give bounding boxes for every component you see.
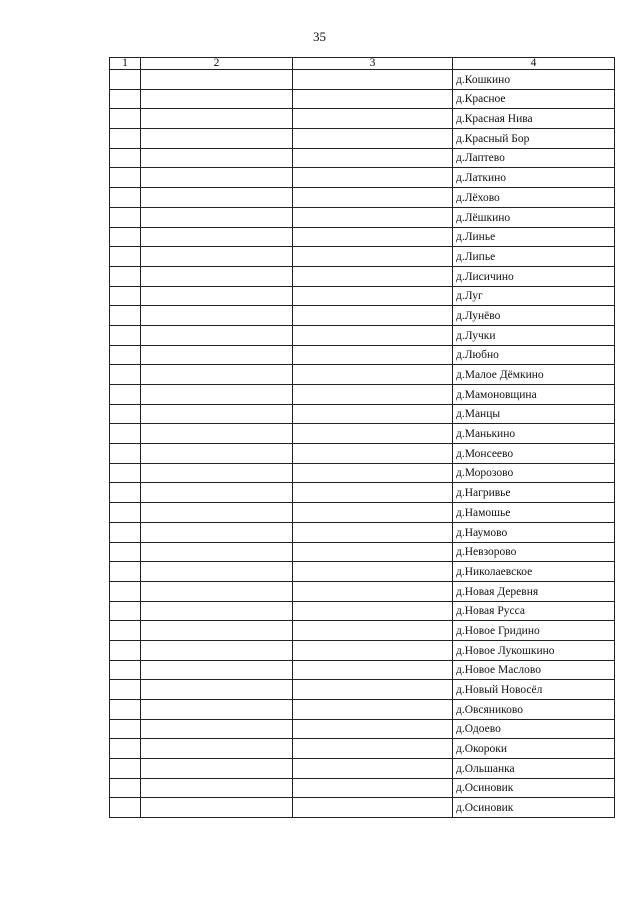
table-cell-col2 xyxy=(141,759,293,779)
table-cell-col1 xyxy=(110,109,141,129)
table-row xyxy=(110,266,615,286)
table-cell-col2 xyxy=(141,188,293,208)
table-cell-col1 xyxy=(110,562,141,582)
table-cell-col3 xyxy=(293,227,453,247)
table-cell-col3 xyxy=(293,345,453,365)
table-cell-col4: д.Красное xyxy=(453,89,615,109)
table-cell-col1 xyxy=(110,719,141,739)
table-row xyxy=(110,759,615,779)
table-row xyxy=(110,188,615,208)
column-header-3: 3 xyxy=(293,58,453,70)
table-cell-col2 xyxy=(141,522,293,542)
table-cell-col4: д.Лёшкино xyxy=(453,207,615,227)
table-cell-col4: д.Лёхово xyxy=(453,188,615,208)
table-cell-col4: д.Лисичино xyxy=(453,266,615,286)
table-cell-col3 xyxy=(293,562,453,582)
table-row xyxy=(110,227,615,247)
table-cell-col1 xyxy=(110,266,141,286)
page-number: 35 xyxy=(313,29,326,44)
table-cell-col2 xyxy=(141,581,293,601)
settlements-table xyxy=(109,57,615,818)
table-cell-col4: д.Осиновик xyxy=(453,778,615,798)
table-cell-col2 xyxy=(141,148,293,168)
table-cell-col4: д.Манцы xyxy=(453,404,615,424)
table-cell-col4: д.Малое Дёмкино xyxy=(453,365,615,385)
table-cell-col1 xyxy=(110,601,141,621)
table-cell-col2 xyxy=(141,700,293,720)
table-cell-col3 xyxy=(293,207,453,227)
table-row xyxy=(110,345,615,365)
table-cell-col2 xyxy=(141,503,293,523)
table-cell-col3 xyxy=(293,325,453,345)
table-cell-col3 xyxy=(293,188,453,208)
table-cell-col2 xyxy=(141,89,293,109)
table-cell-col3 xyxy=(293,778,453,798)
table-cell-col4: д.Новое Лукошкино xyxy=(453,640,615,660)
table-cell-col3 xyxy=(293,444,453,464)
table-cell-col3 xyxy=(293,89,453,109)
table-cell-col4: д.Новый Новосёл xyxy=(453,680,615,700)
table-row xyxy=(110,424,615,444)
table-cell-col3 xyxy=(293,424,453,444)
table-cell-col4: д.Любно xyxy=(453,345,615,365)
table-row xyxy=(110,581,615,601)
table-cell-col4: д.Луг xyxy=(453,286,615,306)
table-cell-col1 xyxy=(110,365,141,385)
table-row xyxy=(110,700,615,720)
table-row xyxy=(110,109,615,129)
table-cell-col3 xyxy=(293,266,453,286)
table-row xyxy=(110,739,615,759)
table-cell-col2 xyxy=(141,227,293,247)
table-row xyxy=(110,286,615,306)
table-cell-col1 xyxy=(110,89,141,109)
table-cell-col4: д.Окороки xyxy=(453,739,615,759)
table-cell-col1 xyxy=(110,207,141,227)
table-cell-col2 xyxy=(141,168,293,188)
table-cell-col1 xyxy=(110,345,141,365)
table-cell-col3 xyxy=(293,640,453,660)
table-cell-col2 xyxy=(141,463,293,483)
table-cell-col2 xyxy=(141,778,293,798)
table-cell-col2 xyxy=(141,719,293,739)
table-cell-col1 xyxy=(110,660,141,680)
table-cell-col4: д.Кошкино xyxy=(453,70,615,90)
table-cell-col4: д.Осиновик xyxy=(453,798,615,818)
table-row xyxy=(110,404,615,424)
table-row xyxy=(110,640,615,660)
table-row xyxy=(110,70,615,90)
table-cell-col2 xyxy=(141,129,293,149)
table-cell-col2 xyxy=(141,562,293,582)
table-cell-col3 xyxy=(293,759,453,779)
table-row xyxy=(110,680,615,700)
table-cell-col1 xyxy=(110,70,141,90)
table-cell-col1 xyxy=(110,483,141,503)
table-cell-col2 xyxy=(141,444,293,464)
table-cell-col2 xyxy=(141,798,293,818)
table-cell-col1 xyxy=(110,778,141,798)
table-cell-col1 xyxy=(110,227,141,247)
table-cell-col3 xyxy=(293,385,453,405)
table-cell-col2 xyxy=(141,680,293,700)
table-cell-col1 xyxy=(110,306,141,326)
table-cell-col4: д.Линье xyxy=(453,227,615,247)
table-cell-col3 xyxy=(293,601,453,621)
column-header-4: 4 xyxy=(453,58,615,70)
table-cell-col4: д.Красная Нива xyxy=(453,109,615,129)
table-cell-col1 xyxy=(110,581,141,601)
table-row xyxy=(110,207,615,227)
table-cell-col2 xyxy=(141,601,293,621)
table-cell-col4: д.Лучки xyxy=(453,325,615,345)
table-row xyxy=(110,148,615,168)
table-cell-col4: д.Манькино xyxy=(453,424,615,444)
table-cell-col2 xyxy=(141,306,293,326)
table-cell-col1 xyxy=(110,621,141,641)
table-cell-col4: д.Монсеево xyxy=(453,444,615,464)
table-row xyxy=(110,89,615,109)
table-cell-col1 xyxy=(110,522,141,542)
table-cell-col4: д.Нагривье xyxy=(453,483,615,503)
table-cell-col2 xyxy=(141,424,293,444)
table-cell-col4: д.Наумово xyxy=(453,522,615,542)
table-cell-col4: д.Невзорово xyxy=(453,542,615,562)
table-cell-col1 xyxy=(110,148,141,168)
table-row xyxy=(110,463,615,483)
table-cell-col4: д.Новое Маслово xyxy=(453,660,615,680)
table-cell-col2 xyxy=(141,404,293,424)
table-cell-col2 xyxy=(141,365,293,385)
table-cell-col3 xyxy=(293,719,453,739)
table-cell-col3 xyxy=(293,109,453,129)
table-row xyxy=(110,778,615,798)
table-cell-col3 xyxy=(293,168,453,188)
table-cell-col1 xyxy=(110,640,141,660)
table-row xyxy=(110,798,615,818)
table-cell-col3 xyxy=(293,680,453,700)
table-cell-col3 xyxy=(293,660,453,680)
table-row xyxy=(110,601,615,621)
table-cell-col3 xyxy=(293,483,453,503)
table-row xyxy=(110,306,615,326)
table-cell-col3 xyxy=(293,621,453,641)
table-row xyxy=(110,542,615,562)
table-cell-col1 xyxy=(110,700,141,720)
table-cell-col3 xyxy=(293,129,453,149)
table-cell-col1 xyxy=(110,444,141,464)
header-row xyxy=(110,58,615,70)
table-row xyxy=(110,129,615,149)
table-cell-col4: д.Красный Бор xyxy=(453,129,615,149)
table-cell-col4: д.Овсяниково xyxy=(453,700,615,720)
table-cell-col2 xyxy=(141,542,293,562)
table-cell-col1 xyxy=(110,463,141,483)
table-cell-col4: д.Мамоновщина xyxy=(453,385,615,405)
table-cell-col4: д.Лаптево xyxy=(453,148,615,168)
table-row xyxy=(110,562,615,582)
table-cell-col3 xyxy=(293,542,453,562)
table-cell-col1 xyxy=(110,798,141,818)
table-row xyxy=(110,719,615,739)
table-row xyxy=(110,621,615,641)
table-header xyxy=(110,58,615,70)
table-cell-col1 xyxy=(110,325,141,345)
table-cell-col2 xyxy=(141,345,293,365)
table-cell-col2 xyxy=(141,621,293,641)
table-cell-col3 xyxy=(293,404,453,424)
table-cell-col4: д.Одоево xyxy=(453,719,615,739)
table-cell-col1 xyxy=(110,503,141,523)
table-cell-col3 xyxy=(293,503,453,523)
table-cell-col4: д.Латкино xyxy=(453,168,615,188)
table-cell-col2 xyxy=(141,207,293,227)
table-cell-col3 xyxy=(293,798,453,818)
table-cell-col1 xyxy=(110,129,141,149)
table-cell-col1 xyxy=(110,424,141,444)
table-cell-col2 xyxy=(141,266,293,286)
table-cell-col2 xyxy=(141,739,293,759)
table-row xyxy=(110,168,615,188)
table-cell-col4: д.Морозово xyxy=(453,463,615,483)
table-row xyxy=(110,385,615,405)
table-cell-col2 xyxy=(141,385,293,405)
table-row xyxy=(110,444,615,464)
table-cell-col3 xyxy=(293,700,453,720)
table-cell-col1 xyxy=(110,188,141,208)
table-cell-col3 xyxy=(293,522,453,542)
table-cell-col2 xyxy=(141,325,293,345)
table-cell-col1 xyxy=(110,404,141,424)
table-row xyxy=(110,522,615,542)
table-cell-col1 xyxy=(110,739,141,759)
table-cell-col4: д.Николаевское xyxy=(453,562,615,582)
table-cell-col2 xyxy=(141,70,293,90)
table-cell-col4: д.Лунёво xyxy=(453,306,615,326)
table-cell-col2 xyxy=(141,286,293,306)
table-cell-col1 xyxy=(110,680,141,700)
table-cell-col3 xyxy=(293,365,453,385)
table-cell-col1 xyxy=(110,168,141,188)
table-cell-col3 xyxy=(293,148,453,168)
table-cell-col3 xyxy=(293,581,453,601)
table-cell-col1 xyxy=(110,542,141,562)
table-row xyxy=(110,483,615,503)
table-cell-col4: д.Новая Деревня xyxy=(453,581,615,601)
table-cell-col1 xyxy=(110,385,141,405)
table-row xyxy=(110,503,615,523)
table-cell-col3 xyxy=(293,70,453,90)
table-cell-col1 xyxy=(110,759,141,779)
column-header-2: 2 xyxy=(141,58,293,70)
table-row xyxy=(110,660,615,680)
table-cell-col2 xyxy=(141,640,293,660)
table-cell-col3 xyxy=(293,306,453,326)
table-cell-col2 xyxy=(141,109,293,129)
column-header-1: 1 xyxy=(110,58,141,70)
table-cell-col2 xyxy=(141,660,293,680)
table-cell-col3 xyxy=(293,739,453,759)
table-row xyxy=(110,365,615,385)
table-cell-col4: д.Новое Гридино xyxy=(453,621,615,641)
table-cell-col2 xyxy=(141,247,293,267)
table-cell-col4: д.Липье xyxy=(453,247,615,267)
table-cell-col3 xyxy=(293,247,453,267)
table-cell-col3 xyxy=(293,286,453,306)
table-row xyxy=(110,325,615,345)
table-cell-col4: д.Намошье xyxy=(453,503,615,523)
table-row xyxy=(110,247,615,267)
table-cell-col4: д.Ольшанка xyxy=(453,759,615,779)
table-cell-col2 xyxy=(141,483,293,503)
table-cell-col1 xyxy=(110,286,141,306)
table-cell-col4: д.Новая Русса xyxy=(453,601,615,621)
table-cell-col3 xyxy=(293,463,453,483)
table-cell-col1 xyxy=(110,247,141,267)
table-body xyxy=(110,70,615,818)
